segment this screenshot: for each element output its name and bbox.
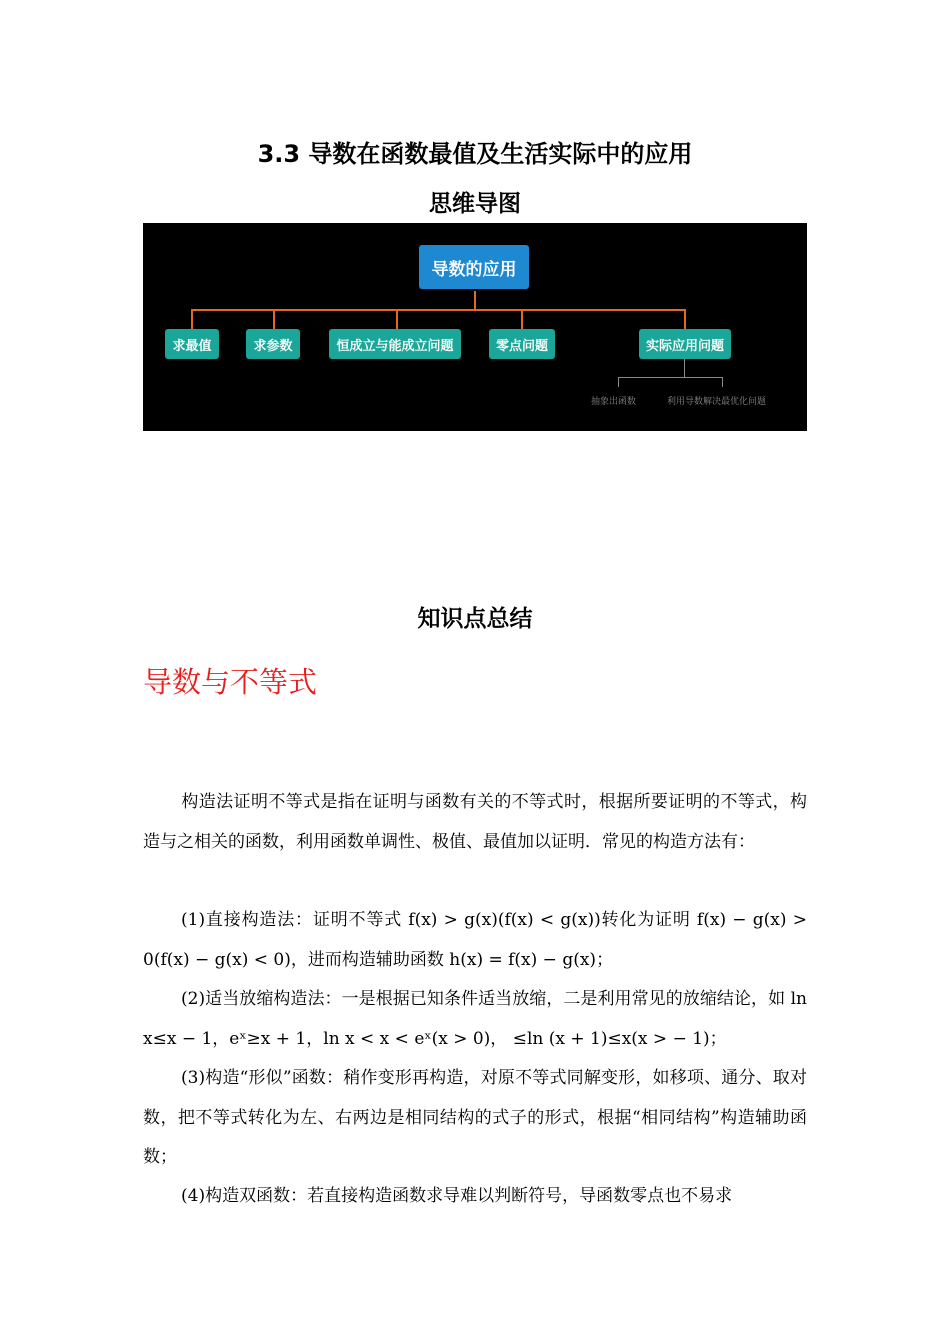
mindmap-node-parameter: 求参数 bbox=[246, 329, 300, 359]
mindmap-node-inequality: 恒成立与能成立问题 bbox=[329, 329, 461, 359]
branch-connector bbox=[191, 309, 685, 311]
document-title: 3.3 导数在函数最值及生活实际中的应用 bbox=[257, 140, 693, 168]
child-connector bbox=[191, 309, 193, 329]
paragraph-text: 构造法证明不等式是指在证明与函数有关的不等式时，根据所要证明的不等式，构造与之相关的函数，利用函数单调性、极值、最值加以证明．常见的构造方法有： bbox=[143, 792, 807, 852]
leaf-connector bbox=[618, 377, 723, 378]
child-connector bbox=[396, 309, 398, 329]
paragraph-method-1 bbox=[143, 901, 807, 980]
paragraph-intro bbox=[143, 783, 807, 862]
child-connector bbox=[521, 309, 523, 329]
paragraph-text: (4)构造双函数：若直接构造函数求导难以判断符号，导函数零点也不易求 bbox=[181, 1186, 733, 1206]
child-connector bbox=[273, 309, 275, 329]
mindmap-leaf-optimization: 利用导数解决最优化问题 bbox=[667, 397, 767, 407]
paragraph-method-4 bbox=[143, 1177, 807, 1217]
child-connector bbox=[684, 309, 686, 329]
paragraph-method-2 bbox=[143, 980, 807, 1059]
section-heading: 导数与不等式 bbox=[143, 665, 318, 699]
paragraph-text: (1)直接构造法：证明不等式 f(x) > g(x)(f(x) < g(x))转化为证明 f(x) − g(x) > 0(f(x) − g(x) < 0)，进而构造辅助函数 h(x) = f(x) − g(x)； bbox=[143, 910, 807, 970]
mindmap-heading: 思维导图 bbox=[429, 191, 521, 217]
mindmap-root-node: 导数的应用 bbox=[419, 245, 529, 289]
paragraph-method-3 bbox=[143, 1059, 807, 1178]
mindmap-node-zero-point: 零点问题 bbox=[489, 329, 555, 359]
leaf-connector bbox=[722, 377, 723, 387]
paragraph-text: (3)构造“形似”函数：稍作变形再构造，对原不等式同解变形，如移项、通分、取对数，把不等式转化为左、右两边是相同结构的式子的形式，根据“相同结构”构造辅助函数； bbox=[143, 1068, 807, 1167]
paragraph-text: (2)适当放缩构造法：一是根据已知条件适当放缩，二是利用常见的放缩结论，如 ln x≤x − 1，eˣ≥x + 1，ln x < x < eˣ(x > 0)， ≤ln (x + 1)≤x(x > − 1)； bbox=[143, 989, 807, 1049]
mindmap-node-application: 实际应用问题 bbox=[639, 329, 731, 359]
leaf-connector bbox=[618, 377, 619, 387]
root-connector bbox=[474, 291, 476, 309]
mindmap-node-extremum: 求最值 bbox=[165, 329, 219, 359]
mindmap-diagram bbox=[143, 223, 807, 431]
leaf-connector bbox=[684, 359, 685, 377]
mindmap-leaf-abstract-function: 抽象出函数 bbox=[591, 397, 637, 407]
summary-heading: 知识点总结 bbox=[417, 606, 533, 632]
